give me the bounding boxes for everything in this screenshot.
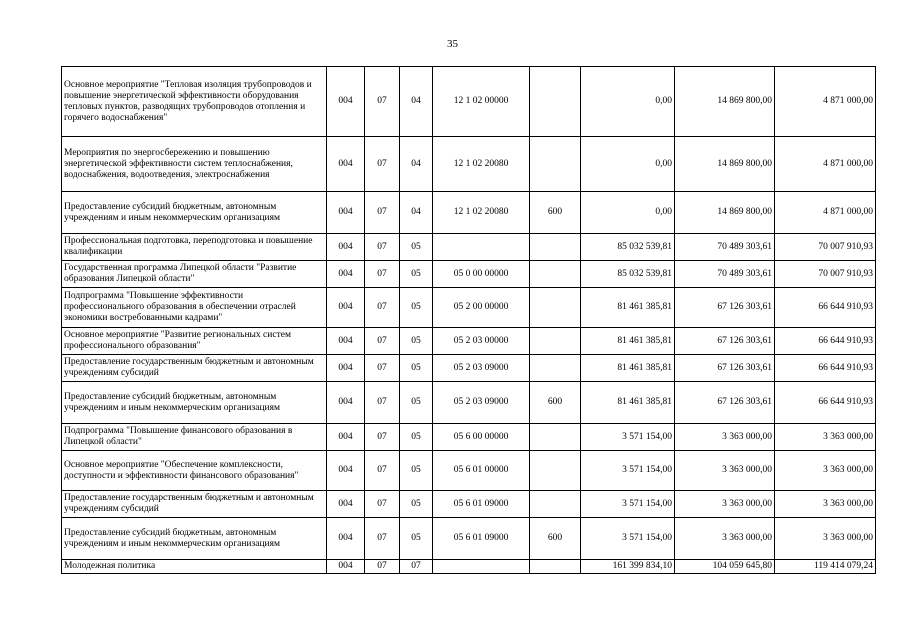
expense-type-code-cell: 600 [530, 518, 581, 560]
target-item-code-cell: 12 1 02 20080 [433, 192, 530, 234]
amount-year1-cell: 81 461 385,81 [581, 328, 675, 355]
ministry-code-cell: 004 [327, 192, 365, 234]
section-code-cell: 07 [365, 288, 400, 328]
ministry-code-cell: 004 [327, 234, 365, 261]
table-row [62, 192, 876, 234]
subsection-code-cell: 05 [400, 234, 433, 261]
amount-year3-cell: 4 871 000,00 [775, 192, 876, 234]
expense-type-code-cell [530, 451, 581, 491]
section-code-cell: 07 [365, 424, 400, 451]
subsection-code-cell: 07 [400, 560, 433, 574]
amount-year2-cell: 3 363 000,00 [675, 518, 775, 560]
expense-type-code-cell [530, 234, 581, 261]
expense-type-code-cell [530, 288, 581, 328]
section-code-cell: 07 [365, 382, 400, 424]
target-item-code-cell: 05 6 01 09000 [433, 491, 530, 518]
expense-type-code-cell [530, 355, 581, 382]
section-code-cell: 07 [365, 67, 400, 137]
target-item-code-cell: 12 1 02 00000 [433, 67, 530, 137]
table-row [62, 560, 876, 574]
subsection-code-cell: 05 [400, 261, 433, 288]
section-code-cell: 07 [365, 261, 400, 288]
amount-year3-cell: 3 363 000,00 [775, 451, 876, 491]
expense-type-code-cell [530, 328, 581, 355]
row-name-cell: Основное мероприятие "Обеспечение комплексности, доступности и эффективности финансового образования" [62, 451, 327, 491]
section-code-cell: 07 [365, 137, 400, 192]
ministry-code-cell: 004 [327, 382, 365, 424]
row-name-cell: Подпрограмма "Повышение финансового образования в Липецкой области" [62, 424, 327, 451]
ministry-code-cell: 004 [327, 67, 365, 137]
table-row [62, 328, 876, 355]
amount-year2-cell: 14 869 800,00 [675, 192, 775, 234]
subsection-code-cell: 04 [400, 192, 433, 234]
subsection-code-cell: 04 [400, 137, 433, 192]
expense-type-code-cell [530, 67, 581, 137]
expense-type-code-cell [530, 261, 581, 288]
expense-type-code-cell [530, 424, 581, 451]
amount-year2-cell: 70 489 303,61 [675, 261, 775, 288]
amount-year2-cell: 14 869 800,00 [675, 137, 775, 192]
ministry-code-cell: 004 [327, 451, 365, 491]
target-item-code-cell: 05 2 00 00000 [433, 288, 530, 328]
table-row [62, 491, 876, 518]
section-code-cell: 07 [365, 192, 400, 234]
amount-year1-cell: 3 571 154,00 [581, 491, 675, 518]
row-name-cell: Предоставление государственным бюджетным и автономным учреждениям субсидий [62, 355, 327, 382]
budget-table [61, 66, 876, 574]
section-code-cell: 07 [365, 491, 400, 518]
subsection-code-cell: 05 [400, 424, 433, 451]
amount-year1-cell: 3 571 154,00 [581, 518, 675, 560]
section-code-cell: 07 [365, 518, 400, 560]
page-number: 35 [447, 38, 458, 50]
amount-year3-cell: 66 644 910,93 [775, 288, 876, 328]
table-row [62, 261, 876, 288]
target-item-code-cell [433, 234, 530, 261]
row-name-cell: Государственная программа Липецкой области "Развитие образования Липецкой области" [62, 261, 327, 288]
amount-year3-cell: 3 363 000,00 [775, 424, 876, 451]
subsection-code-cell: 05 [400, 355, 433, 382]
subsection-code-cell: 05 [400, 491, 433, 518]
amount-year1-cell: 0,00 [581, 137, 675, 192]
section-code-cell: 07 [365, 451, 400, 491]
budget-table-body [62, 67, 876, 574]
row-name-cell: Предоставление государственным бюджетным и автономным учреждениям субсидий [62, 491, 327, 518]
expense-type-code-cell [530, 560, 581, 574]
target-item-code-cell: 05 0 00 00000 [433, 261, 530, 288]
amount-year3-cell: 3 363 000,00 [775, 491, 876, 518]
section-code-cell: 07 [365, 328, 400, 355]
ministry-code-cell: 004 [327, 288, 365, 328]
subsection-code-cell: 05 [400, 451, 433, 491]
ministry-code-cell: 004 [327, 328, 365, 355]
amount-year2-cell: 67 126 303,61 [675, 382, 775, 424]
ministry-code-cell: 004 [327, 261, 365, 288]
amount-year3-cell: 3 363 000,00 [775, 518, 876, 560]
amount-year1-cell: 0,00 [581, 67, 675, 137]
row-name-cell: Основное мероприятие "Тепловая изоляция трубопроводов и повышение энергетической эффективности оборудования тепловых пунктов, разводящих трубопроводов отопления и горячего водоснабжения" [62, 67, 327, 137]
row-name-cell: Молодежная политика [62, 560, 327, 574]
subsection-code-cell: 05 [400, 288, 433, 328]
ministry-code-cell: 004 [327, 560, 365, 574]
amount-year3-cell: 66 644 910,93 [775, 355, 876, 382]
row-name-cell: Подпрограмма "Повышение эффективности профессионального образования в обеспечении отраслей экономики востребованными кадрами" [62, 288, 327, 328]
table-row [62, 382, 876, 424]
amount-year3-cell: 4 871 000,00 [775, 137, 876, 192]
amount-year2-cell: 3 363 000,00 [675, 491, 775, 518]
amount-year1-cell: 161 399 834,10 [581, 560, 675, 574]
subsection-code-cell: 05 [400, 518, 433, 560]
table-row [62, 67, 876, 137]
row-name-cell: Предоставление субсидий бюджетным, автономным учреждениям и иным некоммерческим организациям [62, 192, 327, 234]
amount-year1-cell: 81 461 385,81 [581, 355, 675, 382]
amount-year3-cell: 66 644 910,93 [775, 382, 876, 424]
subsection-code-cell: 05 [400, 328, 433, 355]
amount-year1-cell: 81 461 385,81 [581, 382, 675, 424]
subsection-code-cell: 04 [400, 67, 433, 137]
amount-year2-cell: 70 489 303,61 [675, 234, 775, 261]
amount-year2-cell: 3 363 000,00 [675, 424, 775, 451]
expense-type-code-cell [530, 137, 581, 192]
amount-year1-cell: 3 571 154,00 [581, 451, 675, 491]
row-name-cell: Мероприятия по энергосбережению и повышению энергетической эффективности систем теплоснабжения, водоснабжения, водоотведения, электроснабжения [62, 137, 327, 192]
table-row [62, 518, 876, 560]
row-name-cell: Основное мероприятие "Развитие региональных систем профессионального образования" [62, 328, 327, 355]
table-row [62, 451, 876, 491]
amount-year2-cell: 104 059 645,80 [675, 560, 775, 574]
target-item-code-cell: 05 2 03 09000 [433, 382, 530, 424]
section-code-cell: 07 [365, 234, 400, 261]
amount-year1-cell: 85 032 539,81 [581, 261, 675, 288]
amount-year3-cell: 66 644 910,93 [775, 328, 876, 355]
amount-year3-cell: 70 007 910,93 [775, 234, 876, 261]
row-name-cell: Предоставление субсидий бюджетным, автономным учреждениям и иным некоммерческим организациям [62, 382, 327, 424]
ministry-code-cell: 004 [327, 137, 365, 192]
amount-year2-cell: 3 363 000,00 [675, 451, 775, 491]
amount-year2-cell: 14 869 800,00 [675, 67, 775, 137]
amount-year2-cell: 67 126 303,61 [675, 328, 775, 355]
ministry-code-cell: 004 [327, 491, 365, 518]
expense-type-code-cell [530, 491, 581, 518]
amount-year1-cell: 0,00 [581, 192, 675, 234]
amount-year1-cell: 3 571 154,00 [581, 424, 675, 451]
target-item-code-cell: 05 6 00 00000 [433, 424, 530, 451]
table-row [62, 288, 876, 328]
ministry-code-cell: 004 [327, 424, 365, 451]
section-code-cell: 07 [365, 560, 400, 574]
table-row [62, 355, 876, 382]
subsection-code-cell: 05 [400, 382, 433, 424]
amount-year3-cell: 4 871 000,00 [775, 67, 876, 137]
row-name-cell: Профессиональная подготовка, переподготовка и повышение квалификации [62, 234, 327, 261]
amount-year2-cell: 67 126 303,61 [675, 355, 775, 382]
target-item-code-cell: 05 6 01 00000 [433, 451, 530, 491]
target-item-code-cell: 05 2 03 00000 [433, 328, 530, 355]
target-item-code-cell: 12 1 02 20080 [433, 137, 530, 192]
ministry-code-cell: 004 [327, 518, 365, 560]
target-item-code-cell [433, 560, 530, 574]
table-row [62, 424, 876, 451]
table-row [62, 137, 876, 192]
target-item-code-cell: 05 2 03 09000 [433, 355, 530, 382]
amount-year1-cell: 81 461 385,81 [581, 288, 675, 328]
amount-year3-cell: 119 414 079,24 [775, 560, 876, 574]
expense-type-code-cell: 600 [530, 192, 581, 234]
amount-year3-cell: 70 007 910,93 [775, 261, 876, 288]
expense-type-code-cell: 600 [530, 382, 581, 424]
amount-year1-cell: 85 032 539,81 [581, 234, 675, 261]
row-name-cell: Предоставление субсидий бюджетным, автономным учреждениям и иным некоммерческим организациям [62, 518, 327, 560]
target-item-code-cell: 05 6 01 09000 [433, 518, 530, 560]
amount-year2-cell: 67 126 303,61 [675, 288, 775, 328]
section-code-cell: 07 [365, 355, 400, 382]
table-row [62, 234, 876, 261]
ministry-code-cell: 004 [327, 355, 365, 382]
